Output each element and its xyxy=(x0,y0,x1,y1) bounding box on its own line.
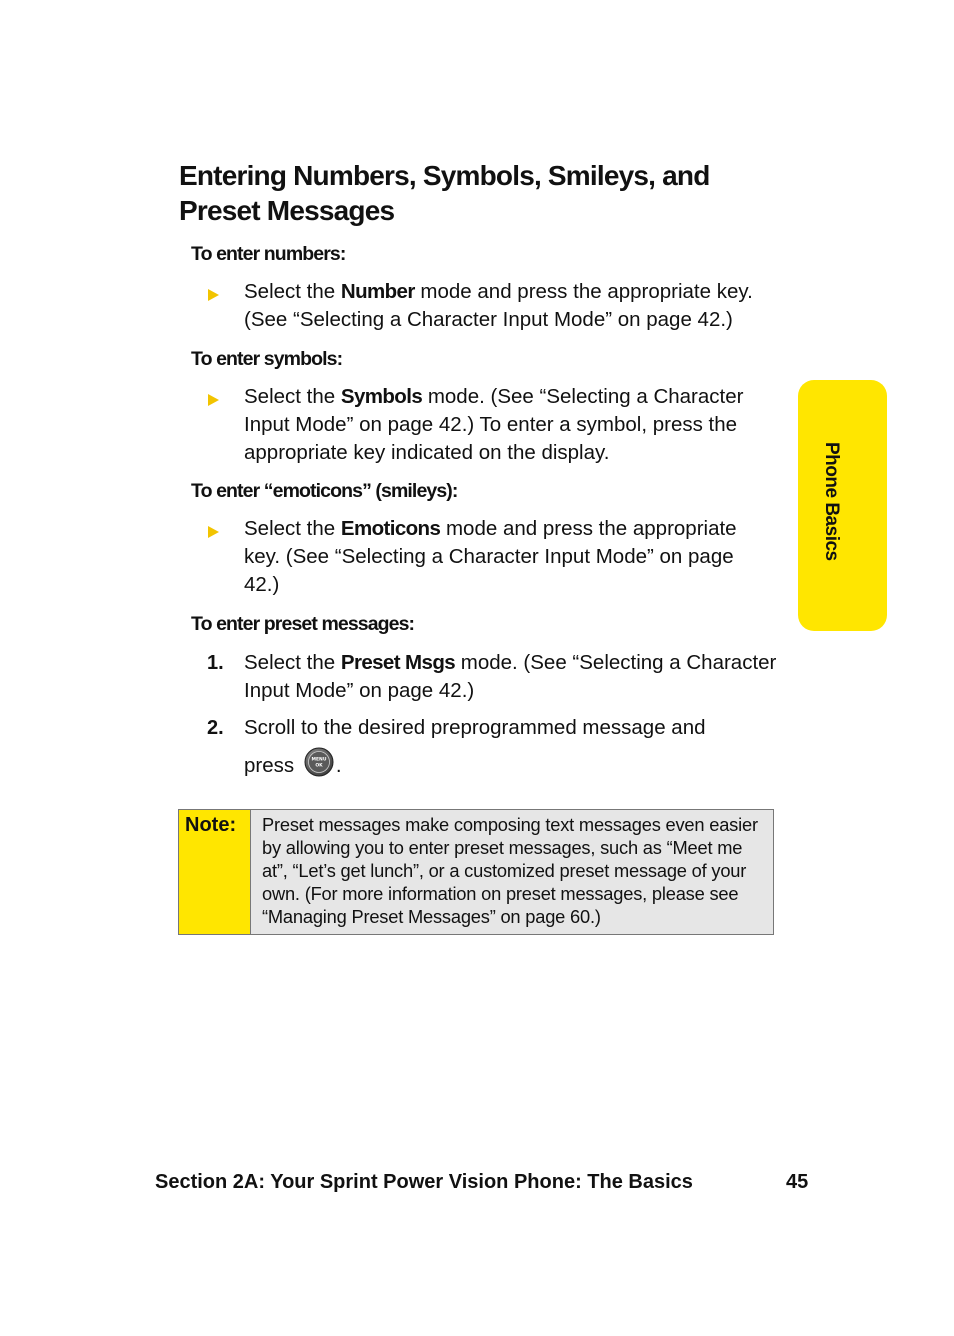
note-box xyxy=(178,809,774,935)
subhead-emoticons: To enter “emoticons” (smileys): xyxy=(191,480,458,502)
symbols-mode-label: Symbols xyxy=(340,385,423,408)
note-label: Note: xyxy=(185,814,237,836)
preset-msgs-mode-label: Preset Msgs xyxy=(340,651,456,674)
section-side-tab xyxy=(798,380,887,631)
preset-step-2: Scroll to the desired preprogrammed message and xyxy=(244,716,706,739)
bullet-arrow-icon xyxy=(206,393,220,407)
subhead-numbers: To enter numbers: xyxy=(191,243,346,265)
page-number: 45 xyxy=(786,1171,809,1193)
page-title: Entering Numbers, Symbols, Smileys, and Preset Messages xyxy=(179,160,710,226)
side-tab-label: Phone Basics xyxy=(821,442,842,561)
note-label-cell xyxy=(179,810,251,934)
key-label-top: MENU xyxy=(311,757,327,763)
note-text: Preset messages make composing text messages even easier by allowing you to enter preset messages, such as “Meet me at”, “Let’s get lunch”, or a customized preset message of your own. (For more information on preset messages, please see “Managing Preset Messages” on page 60.) xyxy=(251,810,773,934)
subhead-preset-messages: To enter preset messages: xyxy=(191,613,415,635)
step-number: 1. xyxy=(207,652,224,674)
step-number: 2. xyxy=(207,717,224,739)
preset-step-2-press: press MENU OK . xyxy=(244,752,789,780)
footer-section-title: Section 2A: Your Sprint Power Vision Phone: The Basics xyxy=(155,1171,693,1193)
menu-ok-key-icon xyxy=(304,747,334,777)
number-mode-label: Number xyxy=(340,280,415,303)
symbols-instruction: Select the Symbols mode. (See “Selecting a Character Input Mode” on page 42.) To enter a symbol, press the appropriate key indicated on the display. xyxy=(244,385,744,464)
numbers-instruction: Select the Number mode and press the appropriate key. (See “Selecting a Character Input Mode” on page 42.) xyxy=(244,280,753,331)
emoticons-mode-label: Emoticons xyxy=(340,517,441,540)
bullet-arrow-icon xyxy=(206,288,220,302)
key-label-bottom: OK xyxy=(315,763,323,769)
bullet-arrow-icon xyxy=(206,525,220,539)
preset-step-1: Select the Preset Msgs mode. (See “Selecting a Character Input Mode” on page 42.) xyxy=(244,651,777,702)
emoticons-instruction: Select the Emoticons mode and press the appropriate key. (See “Selecting a Character Input Mode” on page 42.) xyxy=(244,517,737,596)
subhead-symbols: To enter symbols: xyxy=(191,348,343,370)
